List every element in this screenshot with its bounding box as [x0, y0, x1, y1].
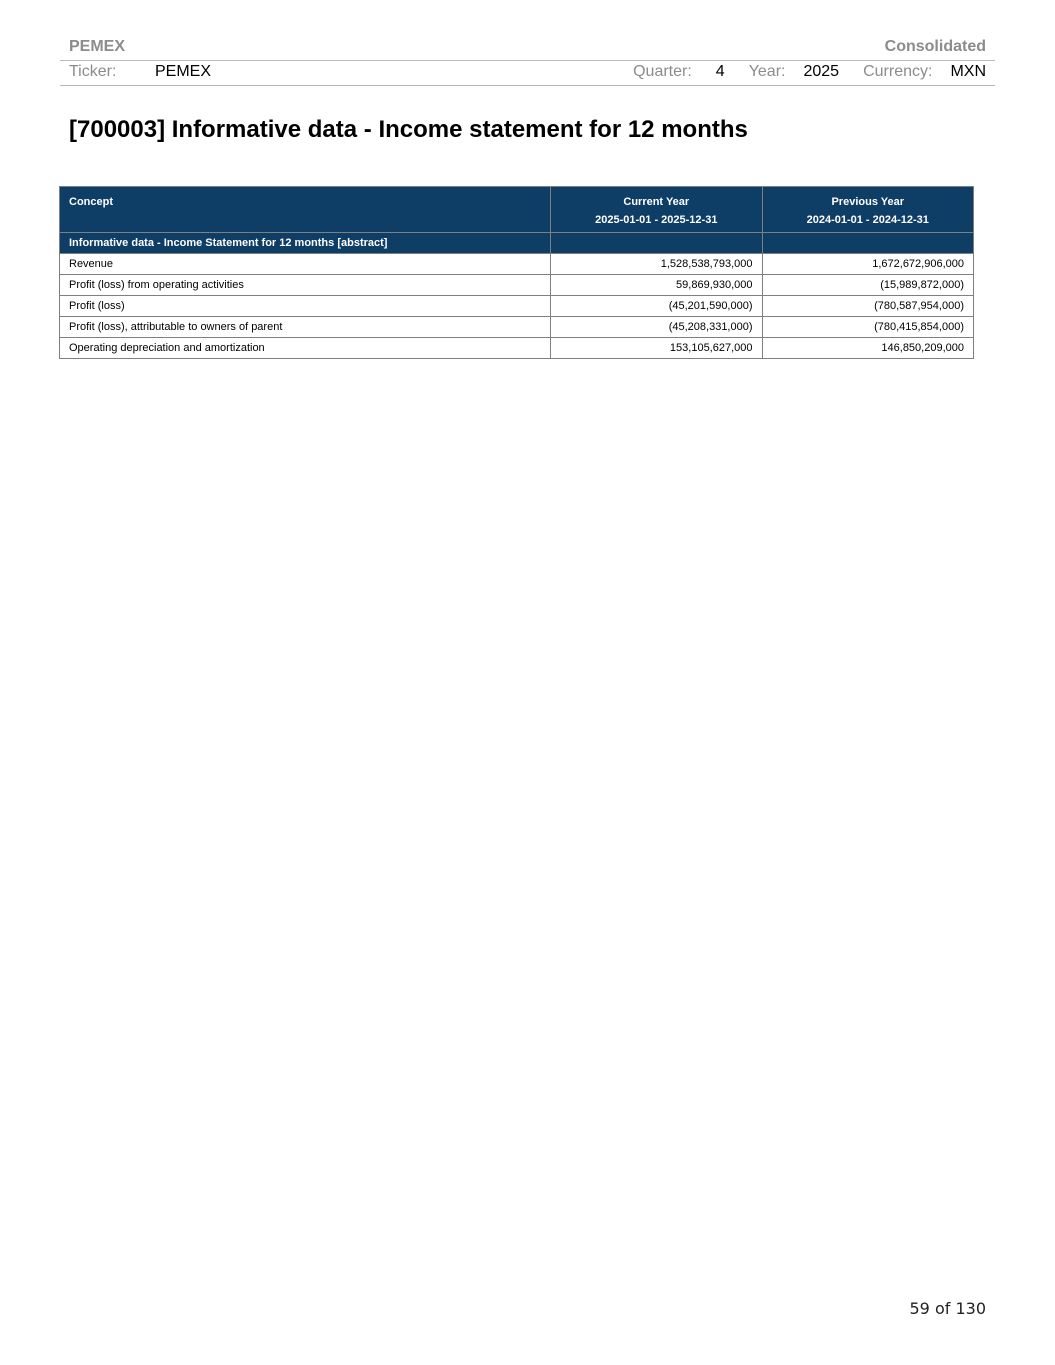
year-label: Year:: [748, 63, 786, 80]
row-previous-value: (780,415,854,000): [762, 317, 973, 338]
table-header-row: [60, 187, 974, 233]
row-previous-value: (780,587,954,000): [762, 296, 973, 317]
current-year-label: Current Year: [623, 196, 690, 208]
year-value: 2025: [803, 63, 840, 80]
row-current-value: (45,201,590,000): [551, 296, 762, 317]
table-row: [60, 275, 974, 296]
column-header-current-year: [551, 187, 762, 233]
row-concept: Profit (loss), attributable to owners of parent: [60, 317, 551, 338]
row-previous-value: 146,850,209,000: [762, 338, 973, 359]
company-name: PEMEX: [69, 38, 126, 55]
row-previous-value: 1,672,672,906,000: [762, 254, 973, 275]
income-statement-table: [59, 186, 974, 359]
page-title: [700003] Informative data - Income statement for 12 months: [69, 116, 748, 143]
quarter-value: 4: [715, 63, 725, 80]
row-previous-value: (15,989,872,000): [762, 275, 973, 296]
ticker-value: PEMEX: [155, 63, 212, 80]
section-empty-cell: [551, 233, 762, 254]
row-current-value: (45,208,331,000): [551, 317, 762, 338]
header-company-row: [60, 36, 995, 61]
previous-period-label: 2024-01-01 - 2024-12-31: [806, 214, 929, 226]
header-meta-row: [60, 61, 995, 86]
row-concept: Operating depreciation and amortization: [60, 338, 551, 359]
section-row: [60, 233, 974, 254]
row-current-value: 59,869,930,000: [551, 275, 762, 296]
concept-header-label: Concept: [69, 196, 113, 208]
page-number: 59 of 130: [909, 1299, 986, 1318]
table-row: [60, 317, 974, 338]
column-header-previous-year: [762, 187, 973, 233]
previous-year-label: Previous Year: [831, 196, 905, 208]
row-concept: Profit (loss): [60, 296, 551, 317]
section-empty-cell: [762, 233, 973, 254]
page-header: [60, 36, 995, 86]
report-type: Consolidated: [884, 38, 986, 55]
row-concept: Revenue: [60, 254, 551, 275]
row-concept: Profit (loss) from operating activities: [60, 275, 551, 296]
current-period-label: 2025-01-01 - 2025-12-31: [595, 214, 718, 226]
row-current-value: 153,105,627,000: [551, 338, 762, 359]
table-row: [60, 254, 974, 275]
section-label: Informative data - Income Statement for 12 months [abstract]: [60, 233, 551, 254]
row-current-value: 1,528,538,793,000: [551, 254, 762, 275]
table-row: [60, 338, 974, 359]
ticker-label: Ticker:: [69, 63, 117, 80]
quarter-label: Quarter:: [633, 63, 692, 80]
currency-value: MXN: [950, 63, 986, 80]
currency-label: Currency:: [863, 63, 933, 80]
table-row: [60, 296, 974, 317]
column-header-concept: [60, 187, 551, 233]
